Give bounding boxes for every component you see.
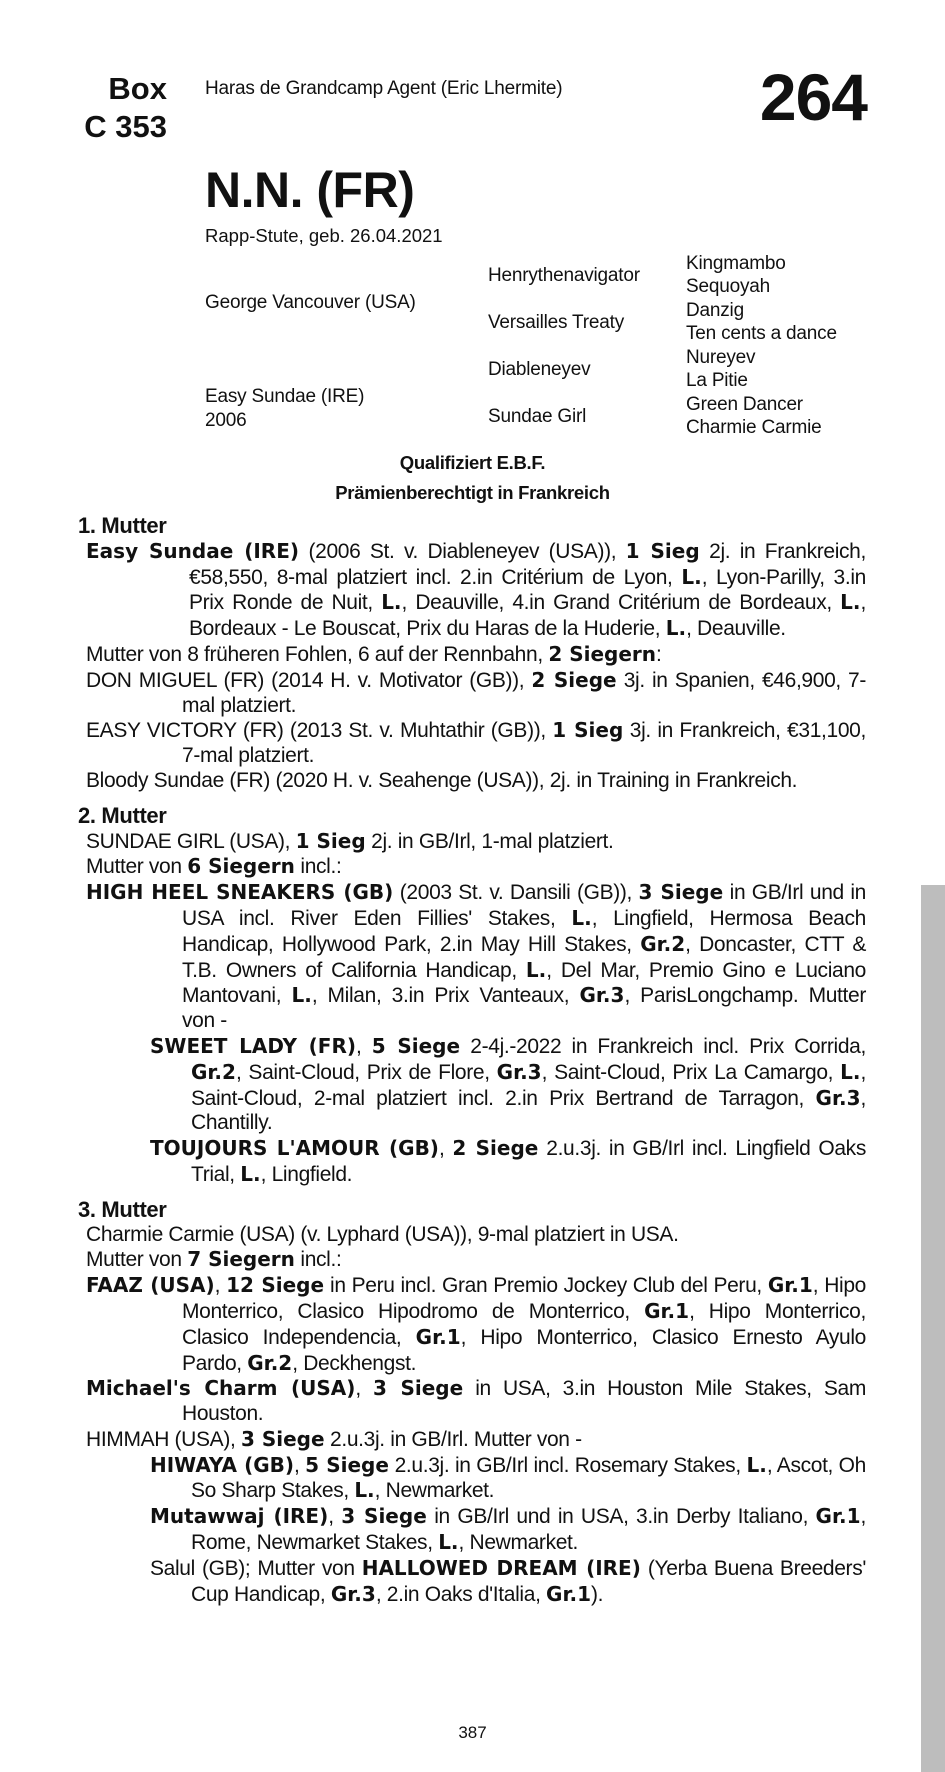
- second-dam-section: [78, 804, 866, 1188]
- produce-entry: Michael's Charm (USA), 3 Siege in USA, 3.in Houston Mile Stakes, Sam Houston.: [86, 1376, 866, 1426]
- listed-badge: L.: [571, 905, 592, 930]
- win-count: 2 Siege: [531, 667, 617, 692]
- group-badge: Gr.3: [496, 1059, 542, 1084]
- horse-name-bold: HIGH HEEL SNEAKERS (GB): [86, 880, 394, 905]
- third-dam-entry: Charmie Carmie (USA) (v. Lyphard (USA)), 9-mal platziert in USA.: [86, 1222, 679, 1246]
- qualification-note: Qualifiziert E.B.F.: [399, 452, 546, 473]
- win-count: 3 Siege: [240, 1426, 325, 1451]
- listed-badge: L.: [746, 1452, 767, 1477]
- horse-name-bold: TOUJOURS L'AMOUR (GB): [150, 1136, 439, 1161]
- foal-entry: Bloody Sundae (FR) (2020 H. v. Seahenge (USA)), 2j. in Training in Frankreich.: [86, 768, 798, 792]
- box-number: C 353: [84, 109, 167, 144]
- pedigree-ggp-1: Kingmambo: [686, 253, 786, 274]
- winner-count: 2 Siegern: [548, 641, 656, 666]
- premium-note: Prämienberechtigt in Frankreich: [335, 482, 610, 503]
- pedigree-sire-dam: Versailles Treaty: [488, 312, 624, 333]
- produce-entry: HIMMAH (USA), 3 Siege 2.u.3j. in GB/Irl. Mutter von -: [86, 1426, 582, 1451]
- win-count: 5 Siege: [371, 1033, 461, 1058]
- produce-entry: TOUJOURS L'AMOUR (GB), 2 Siege 2.u.3j. in GB/Irl incl. Lingfield Oaks Trial, L., Lingfield.: [150, 1136, 866, 1186]
- pedigree-ggp-4: Ten cents a dance: [686, 323, 837, 344]
- group-badge: Gr.3: [579, 983, 625, 1008]
- horse-name-bold: HIWAYA (GB): [150, 1452, 295, 1477]
- horse-name: N.N. (FR): [205, 162, 415, 218]
- foal-entry: DON MIGUEL (FR) (2014 H. v. Motivator (GB)), 2 Siege 3j. in Spanien, €46,900, 7-mal platziert.: [86, 667, 866, 717]
- second-dam-entry: SUNDAE GIRL (USA), 1 Sieg 2j. in GB/Irl, 1-mal platziert.: [86, 828, 614, 853]
- pedigree-dam-year: 2006: [205, 409, 247, 431]
- win-count: 3 Siege: [372, 1376, 464, 1401]
- section-title-second-dam: 2. Mutter: [78, 802, 167, 828]
- group-badge: Gr.3: [330, 1581, 376, 1606]
- win-count: 3 Siege: [341, 1504, 427, 1529]
- pedigree-dam-dam: Sundae Girl: [488, 406, 587, 427]
- group-badge: Gr.3: [815, 1085, 861, 1110]
- second-dam-produce: Mutter von 6 Siegern incl.:: [86, 854, 342, 879]
- group-badge: Gr.2: [640, 931, 686, 956]
- listed-badge: L.: [840, 1059, 861, 1084]
- horse-name-bold: Mutawwaj (IRE): [150, 1504, 329, 1529]
- horse-name-bold: SWEET LADY (FR): [150, 1033, 357, 1058]
- dam-line-content: [78, 514, 866, 1607]
- group-badge: Gr.1: [767, 1273, 813, 1298]
- consignor: Haras de Grandcamp Agent (Eric Lhermite): [205, 78, 563, 99]
- produce-entry: HIWAYA (GB), 5 Siege 2.u.3j. in GB/Irl incl. Rosemary Stakes, L., Ascot, Oh So Sharp Stakes, L., Newmarket.: [150, 1452, 866, 1503]
- win-count: 2 Siege: [452, 1136, 539, 1161]
- horse-description: Rapp-Stute, geb. 26.04.2021: [205, 225, 443, 246]
- foal-entry: EASY VICTORY (FR) (2013 St. v. Muhtathir (GB)), 1 Sieg 3j. in Frankreich, €31,100, 7-mal platziert.: [86, 718, 866, 768]
- page-number: 387: [458, 1723, 487, 1742]
- pedigree-dam: [205, 385, 364, 432]
- lot-number: 264: [759, 60, 867, 134]
- win-count: 1 Sieg: [295, 828, 366, 853]
- section-title-first-dam: 1. Mutter: [78, 513, 167, 538]
- group-badge: Gr.2: [247, 1350, 293, 1375]
- listed-badge: L.: [291, 983, 312, 1008]
- horse-name-bold: HALLOWED DREAM (IRE): [361, 1555, 641, 1580]
- pedigree-sire: George Vancouver (USA): [205, 292, 416, 313]
- listed-badge: L.: [681, 564, 702, 589]
- third-dam-produce: Mutter von 7 Siegern incl.:: [86, 1247, 342, 1272]
- pedigree-ggp-6: La Pitie: [686, 370, 748, 391]
- box-label: [60, 70, 167, 146]
- listed-badge: L.: [665, 616, 687, 641]
- scrollbar[interactable]: [921, 885, 945, 1772]
- dam-name: Easy Sundae (IRE): [86, 538, 300, 563]
- win-count: 12 Siege: [226, 1273, 325, 1298]
- win-count: 5 Siege: [305, 1452, 389, 1477]
- listed-badge: L.: [240, 1161, 261, 1186]
- produce-entry: SWEET LADY (FR), 5 Siege 2-4j.-2022 in Frankreich incl. Prix Corrida, Gr.2, Saint-Cloud, Prix de Flore, Gr.3, Saint-Cloud, Prix La Camargo, L., Saint-Cloud, 2-mal platziert incl. 2.in Prix Bertrand de Tarragon, Gr.3, Chantilly.: [150, 1033, 866, 1135]
- winner-count: 6 Siegern: [187, 854, 295, 879]
- pedigree-ggp-7: Green Dancer: [686, 394, 803, 415]
- group-badge: Gr.2: [191, 1059, 236, 1084]
- section-title-third-dam: 3. Mutter: [78, 1196, 167, 1222]
- pedigree-ggp-8: Charmie Carmie: [686, 417, 822, 438]
- listed-badge: L.: [525, 957, 547, 982]
- horse-name-bold: Michael's Charm (USA): [86, 1376, 356, 1401]
- listed-badge: L.: [438, 1530, 459, 1555]
- group-badge: Gr.1: [415, 1324, 461, 1349]
- group-badge: Gr.1: [644, 1298, 690, 1323]
- winner-count: 7 Siegern: [187, 1247, 295, 1272]
- pedigree-ggp-3: Danzig: [686, 300, 744, 321]
- produce-entry: HIGH HEEL SNEAKERS (GB) (2003 St. v. Dansili (GB)), 3 Siege in GB/Irl und in USA incl. River Eden Fillies' Stakes, L., Lingfield, Hermosa Beach Handicap, Hollywood Park, 2.in May Hill Stakes, Gr.2, Doncaster, CTT & T.B. Owners of California Handicap, L., Del Mar, Premio Gino e Luciano Mantovani, L., Milan, 3.in Prix Vanteaux, Gr.3, ParisLongchamp. Mutter von -: [86, 880, 867, 1033]
- pedigree-dam-sire: Diableneyev: [488, 359, 591, 380]
- group-badge: Gr.1: [815, 1504, 861, 1529]
- win-count: 1 Sieg: [552, 718, 624, 743]
- pedigree-dam-name: Easy Sundae (IRE): [205, 386, 365, 407]
- listed-badge: L.: [840, 590, 861, 615]
- listed-badge: L.: [381, 590, 402, 615]
- produce-entry: FAAZ (USA), 12 Siege in Peru incl. Gran Premio Jockey Club del Peru, Gr.1, Hipo Monterrico, Clasico Hipodromo de Monterrico, Gr.1, Hipo Monterrico, Clasico Independencia, Gr.1, Hipo Monterrico, Clasico Ernesto Ayulo Pardo, Gr.2, Deckhengst.: [86, 1273, 866, 1375]
- group-badge: Gr.1: [546, 1581, 591, 1606]
- produce-entry: Salul (GB); Mutter von HALLOWED DREAM (IRE) (Yerba Buena Breeders' Cup Handicap, Gr.3, 2.in Oaks d'Italia, Gr.1).: [150, 1555, 867, 1606]
- win-count: 1 Sieg: [625, 538, 700, 563]
- listed-badge: L.: [354, 1478, 375, 1503]
- pedigree-sire-sire: Henrythenavigator: [488, 265, 640, 286]
- pedigree-ggp-5: Nureyev: [686, 347, 756, 368]
- third-dam-section: [78, 1198, 866, 1608]
- first-dam-produce: Mutter von 8 früheren Fohlen, 6 auf der Rennbahn, 2 Siegern:: [86, 641, 662, 666]
- first-dam-section: [78, 514, 866, 794]
- pedigree-ggp-2: Sequoyah: [686, 276, 770, 297]
- first-dam-entry: Easy Sundae (IRE) (2006 St. v. Diableneyev (USA)), 1 Sieg 2j. in Frankreich, €58,550, 8-mal platziert incl. 2.in Critérium de Lyon, L., Lyon-Parilly, 3.in Prix Ronde de Nuit, L., Deauville, 4.in Grand Critérium de Bordeaux, L., Bordeaux - Le Bouscat, Prix du Haras de la Huderie, L., Deauville.: [86, 538, 866, 641]
- win-count: 3 Siege: [638, 880, 724, 905]
- produce-entry: Mutawwaj (IRE), 3 Siege in GB/Irl und in USA, 3.in Derby Italiano, Gr.1, Rome, Newmarket Stakes, L., Newmarket.: [150, 1504, 866, 1555]
- box-label-line1: Box: [108, 71, 167, 106]
- horse-name-bold: FAAZ (USA): [86, 1273, 215, 1298]
